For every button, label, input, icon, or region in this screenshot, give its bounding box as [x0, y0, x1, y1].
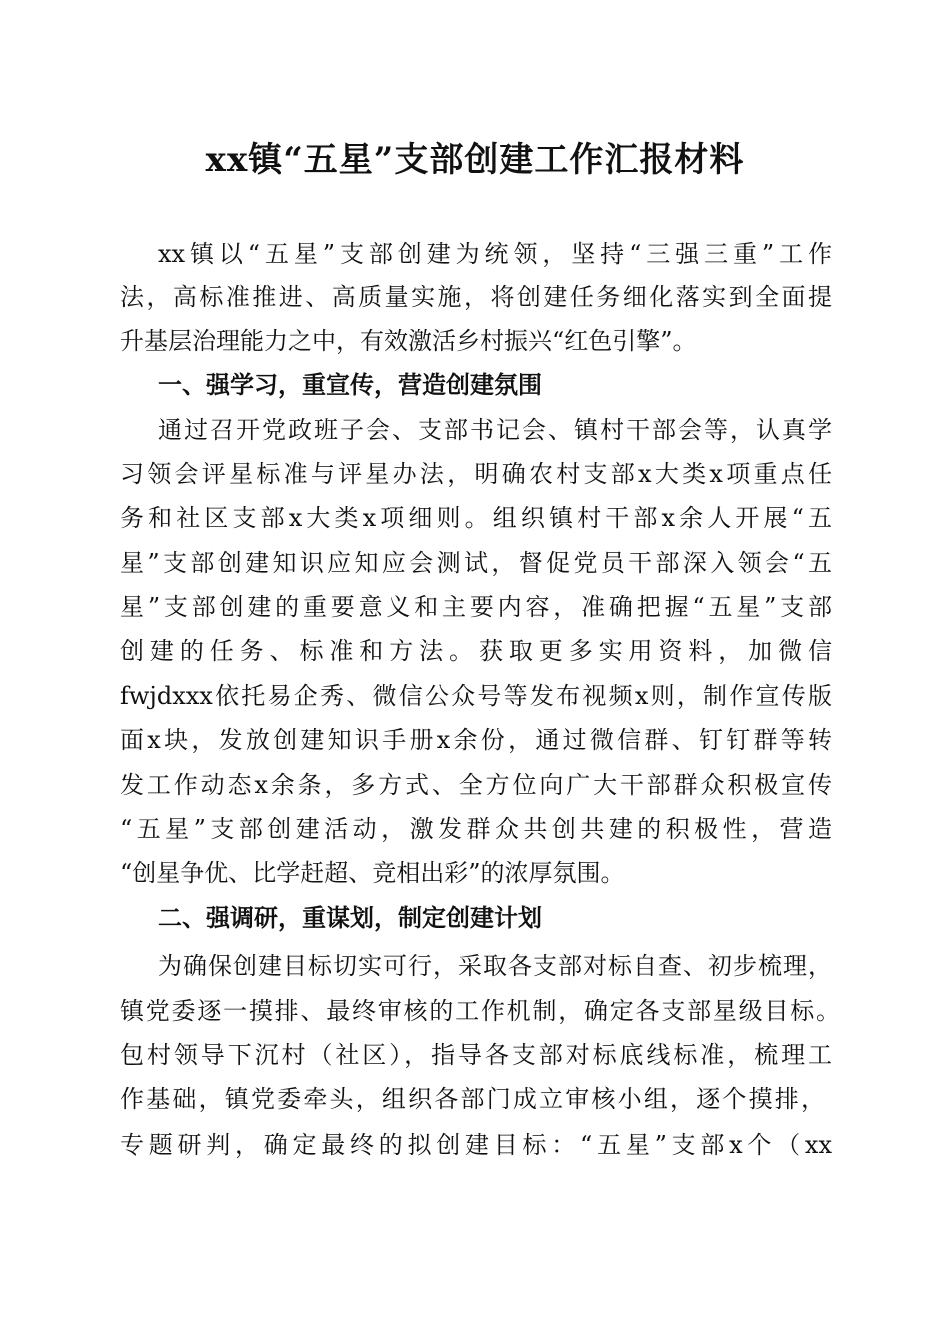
- section-heading-2: 二、强调研，重谋划，制定创建计划: [158, 904, 542, 932]
- paragraph-line: 务和社区支部x大类x项细则。组织镇村干部x余人开展“五: [120, 504, 832, 532]
- paragraph-line: 创建的任务、标准和方法。获取更多实用资料，加微信: [120, 637, 832, 665]
- paragraph-line: “创星争优、比学赶超、竞相出彩”的浓厚氛围。: [120, 859, 625, 887]
- paragraph-line: 为确保创建目标切实可行，采取各支部对标自查、初步梳理，: [158, 952, 832, 980]
- intro-line: 升基层治理能力之中，有效激活乡村振兴“红色引擎”。: [120, 327, 697, 355]
- paragraph-line: 镇党委逐一摸排、最终审核的工作机制，确定各支部星级目标。: [120, 997, 840, 1025]
- paragraph-line: 包村领导下沉村（社区），指导各支部对标底线标准，梳理工: [120, 1041, 832, 1069]
- paragraph-line: 星”支部创建知识应知应会测试，督促党员干部深入领会“五: [120, 549, 832, 577]
- paragraph-line: 面x块，发放创建知识手册x余份，通过微信群、钉钉群等转: [120, 726, 832, 754]
- paragraph-line: 专题研判，确定最终的拟创建目标：“五星”支部x个（xx: [120, 1131, 832, 1159]
- paragraph-line: fwjdxxx依托易企秀、微信公众号等发布视频x则，制作宣传版: [120, 682, 832, 710]
- section-heading-1: 一、强学习，重宣传，营造创建氛围: [158, 371, 542, 399]
- paragraph-line: 习领会评星标准与评星办法，明确农村支部x大类x项重点任: [120, 460, 832, 488]
- intro-line: xx镇以“五星”支部创建为统领，坚持“三强三重”工作: [158, 240, 832, 268]
- paragraph-line: “五星”支部创建活动，激发群众共创共建的积极性，营造: [120, 815, 832, 843]
- document-title: xx镇“五星”支部创建工作汇报材料: [205, 140, 745, 180]
- paragraph-line: 星”支部创建的重要意义和主要内容，准确把握“五星”支部: [120, 593, 832, 621]
- intro-line: 法，高标准推进、高质量实施，将创建任务细化落实到全面提: [120, 283, 832, 311]
- paragraph-line: 通过召开党政班子会、支部书记会、镇村干部会等，认真学: [158, 416, 832, 444]
- paragraph-line: 发工作动态x余条，多方式、全方位向广大干部群众积极宣传: [120, 771, 832, 799]
- paragraph-line: 作基础，镇党委牵头，组织各部门成立审核小组，逐个摸排，: [120, 1085, 825, 1113]
